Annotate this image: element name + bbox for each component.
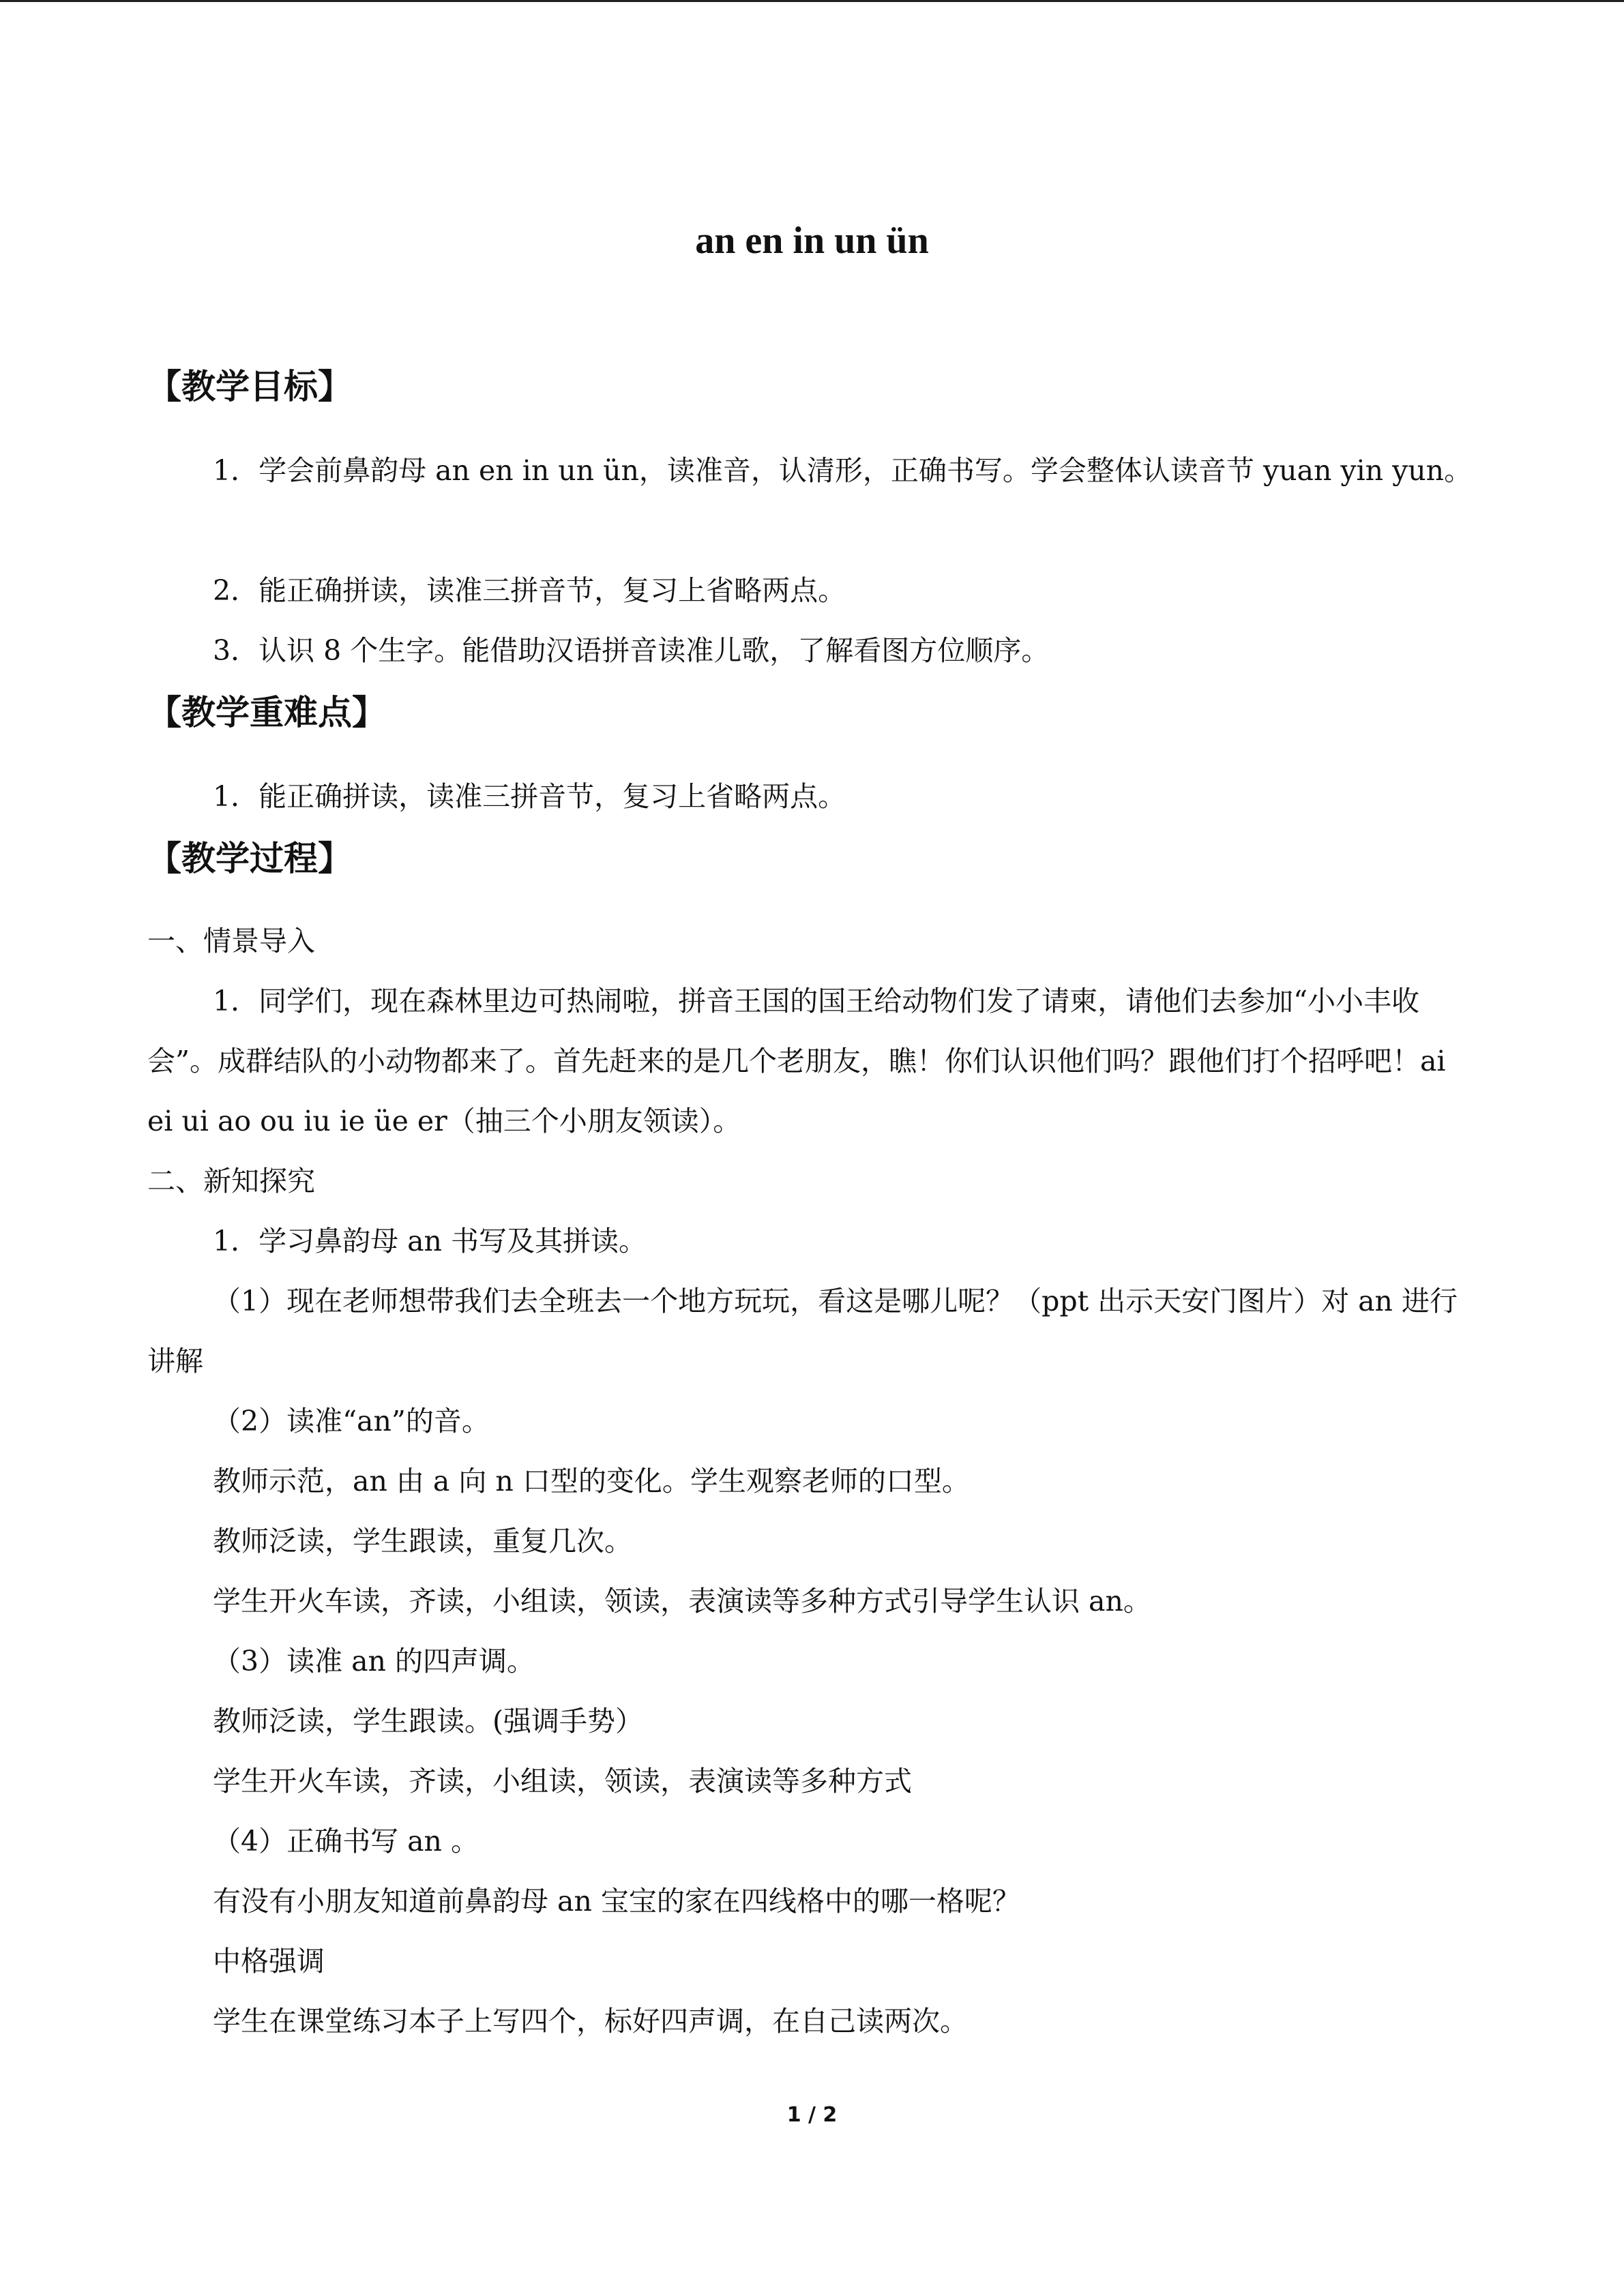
objective-item-3: 3．认识 8 个生字。能借助汉语拼音读准儿歌，了解看图方位顺序。 (213, 634, 1050, 667)
process-line-8: 教师泛读，学生跟读。(强调手势） (213, 1705, 643, 1738)
process-part1-text: 1．同学们，现在森林里边可热闹啦，拼音王国的国王给动物们发了请柬，请他们去参加“小小丰收会”。成群结队的小动物都来了。首先赶来的是几个老朋友，瞧！你们认识他们吗？跟他们打个招呼吧！ai ei ui ao ou iu ie üe er（抽三个小朋友领读）。 (147, 985, 1446, 1137)
process-line-3: （2）读准“an”的音。 (213, 1405, 490, 1437)
objective-item-1: 1．学会前鼻韵母 an en in un ün，读准音，认清形，正确书写。学会整体认读音节 yuan yin yun。 (213, 454, 1473, 487)
process-line-10: （4）正确书写 an 。 (213, 1825, 479, 1858)
process-line-7: （3）读准 an 的四声调。 (213, 1645, 535, 1678)
process-line-13: 学生在课堂练习本子上写四个，标好四声调，在自己读两次。 (213, 2005, 968, 2038)
heading-key-points: 【教学重难点】 (147, 693, 386, 732)
process-line-4: 教师示范，an 由 a 向 n 口型的变化。学生观察老师的口型。 (213, 1465, 970, 1497)
heading-process: 【教学过程】 (147, 839, 352, 878)
process-line-12: 中格强调 (213, 1945, 325, 1978)
process-part1-title: 一、情景导入 (147, 925, 315, 957)
process-line-6: 学生开火车读，齐读，小组读，领读，表演读等多种方式引导学生认识 an。 (213, 1585, 1151, 1617)
process-line-9: 学生开火车读，齐读，小组读，领读，表演读等多种方式 (213, 1765, 912, 1798)
objective-item-2: 2．能正确拼读，读准三拼音节，复习上省略两点。 (213, 574, 846, 607)
heading-objectives: 【教学目标】 (147, 367, 352, 406)
process-line-1: 1．学习鼻韵母 an 书写及其拼读。 (213, 1225, 647, 1257)
process-line-5: 教师泛读，学生跟读，重复几次。 (213, 1525, 632, 1557)
process-part2-title: 二、新知探究 (147, 1165, 315, 1197)
process-line-2: （1）现在老师想带我们去全班去一个地方玩玩，看这是哪儿呢？（ppt 出示天安门图片）对 an 进行讲解 (147, 1285, 1458, 1377)
page-number: 1 / 2 (786, 2103, 838, 2127)
document-title: an en in un ün (695, 220, 929, 262)
process-line-11: 有没有小朋友知道前鼻韵母 an 宝宝的家在四线格中的哪一格呢？ (213, 1885, 1020, 1918)
key-point-item-1: 1．能正确拼读，读准三拼音节，复习上省略两点。 (213, 780, 846, 813)
